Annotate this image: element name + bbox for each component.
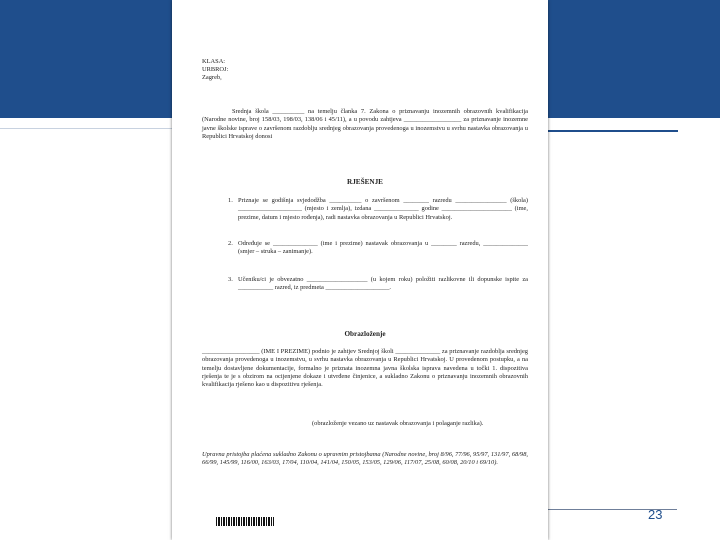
- decision-item: Učeniku/ci je obvezatno ___________________ (u kojem roku) položiti razlikovne ili dopunske ispite za ___________ razred, iz predmeta ____________________.: [238, 276, 528, 292]
- header-line: KLASA:: [202, 58, 226, 65]
- accent-line: [548, 130, 678, 132]
- decision-item: Određuje se ______________ (ime i prezime) nastavak obrazovanja u ________ razredu, ______________ (smjer – struka – zanimanje).: [238, 240, 528, 256]
- page-number: 23: [648, 507, 663, 522]
- header-line: URBROJ:: [202, 66, 229, 73]
- document-page: [172, 0, 548, 540]
- explanation-note: (obrazloženje vezano uz nastavak obrazovanja i polaganje razlika).: [312, 420, 484, 427]
- legal-notice: Upravna pristojba plaćena sukladno Zakonu o upravnim pristojbama (Narodne novine, broj 8/96, 77/96, 95/97, 131/97, 68/98, 66/99, 145/99, 116/00, 163/03, 17/04, 110/04, 141/04, 150/05, 153/05, 129/06, 117/07, 25/08, 60/08, 20/10 i 69/10).: [202, 451, 528, 467]
- divider-line: [0, 128, 172, 129]
- barcode: [216, 517, 274, 526]
- header-line: Zagreb,: [202, 74, 222, 81]
- document-header: [202, 58, 528, 82]
- item-number: 2.: [228, 240, 233, 247]
- item-number: 3.: [228, 276, 233, 283]
- decision-title: RJEŠENJE: [347, 178, 383, 186]
- item-number: 1.: [228, 197, 233, 204]
- explanation-paragraph: __________________ (IME I PREZIME) podnio je zahtjev Srednjoj školi ______________ za priznavanje razdoblja srednjeg obrazovanja provedenoga u inozemstvu, u svrhu nastavka obrazovanja u Republici Hrvatskoj. U provedenom postupku, a na temelju dostavljene dokumentacije, formalno je priznata inozemna javna školska isprava navedena u točki 1. dispozitiva rješenja te je s obzirom na ocijenjene dokaze i utvrđene činjenice, a sukladno Zakonu o priznavanju inozemnih obrazovnih kvalifikacija rješeno kao u dispozitivu rješenja.: [202, 348, 528, 389]
- decision-item: Priznaje se godišnja svjedodžba __________ o završenom ________ razredu ________________ (škola) ____________________ (mjesto i zemlja), izdana ______________ godine ______________________ (ime, prezime, datum i mjesto rođenja), radi nastavka obrazovanja u Republici Hrvatskoj.: [238, 197, 528, 221]
- intro-paragraph: Srednja škola __________ na temelju članka 7. Zakona o priznavanju inozemnih obrazovnih kvalifikacija (Narodne novine, broj 158/03, 198/03, 138/06 i 45/11), a u povodu zahtjeva __________________ za priznavanje inozemne javne školske isprave o završenom razdoblju srednjeg obrazovanja provedenoga u inozemstvu u svrhu nastavka obrazovanja u Republici Hrvatskoj donosi: [202, 108, 528, 140]
- explanation-title: Obrazloženje: [344, 330, 386, 338]
